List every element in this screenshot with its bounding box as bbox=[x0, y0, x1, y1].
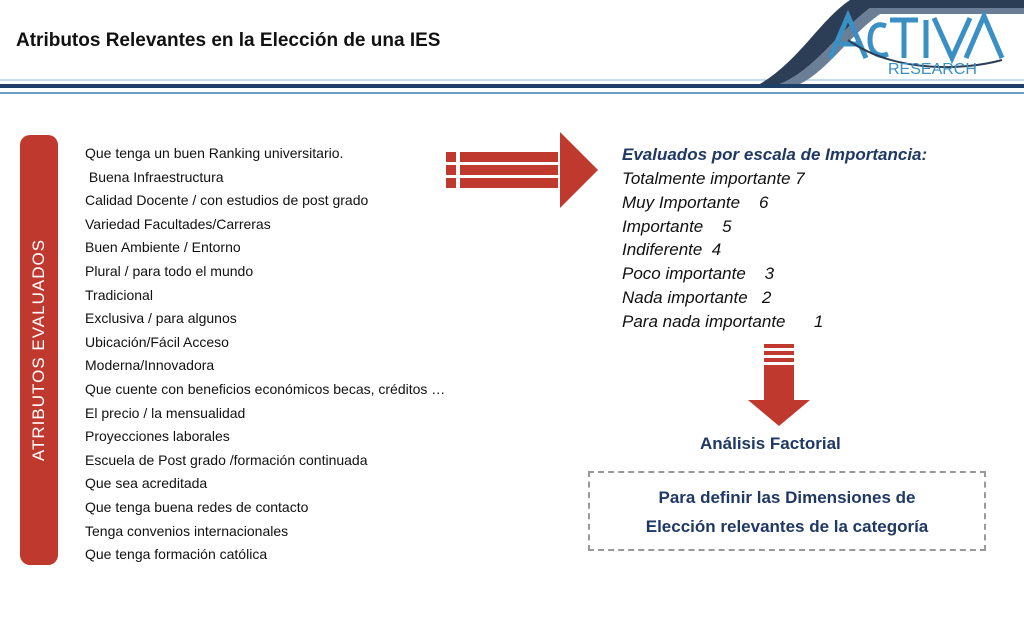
logo-research-text: RESEARCH bbox=[888, 61, 977, 78]
dimensions-line-1: Para definir las Dimensiones de bbox=[658, 488, 916, 507]
attribute-item: Moderna/Innovadora bbox=[85, 357, 215, 374]
activa-research-logo bbox=[826, 10, 1006, 86]
page-title: Atributos Relevantes en la Elección de una IES bbox=[16, 30, 441, 51]
attributes-side-bar bbox=[20, 135, 58, 565]
arrow-down-icon bbox=[744, 342, 814, 428]
attribute-item: Proyecciones laborales bbox=[85, 428, 230, 445]
side-bar-label: ATRIBUTOS EVALUADOS bbox=[29, 238, 48, 462]
attribute-item: Buena Infraestructura bbox=[85, 168, 224, 185]
factor-analysis-label: Análisis Factorial bbox=[700, 434, 841, 453]
arrow-right-icon bbox=[440, 132, 600, 208]
attribute-item: Tradicional bbox=[85, 286, 153, 303]
scale-item: Muy Importante 6 bbox=[622, 192, 769, 212]
attribute-item: Buen Ambiente / Entorno bbox=[85, 239, 241, 256]
dimensions-line-2: Elección relevantes de la categoría bbox=[645, 517, 929, 536]
attribute-item: Que cuente con beneficios económicos becas, créditos … bbox=[85, 380, 446, 397]
scale-item: Totalmente importante 7 bbox=[622, 169, 805, 188]
attribute-item: Escuela de Post grado /formación continuada bbox=[85, 451, 368, 468]
attribute-item: El precio / la mensualidad bbox=[85, 404, 246, 421]
attribute-item: Que sea acreditada bbox=[85, 475, 208, 492]
attribute-item: Calidad Docente / con estudios de post grado bbox=[85, 192, 369, 209]
attribute-item: Plural / para todo el mundo bbox=[85, 262, 254, 279]
attributes-list bbox=[85, 142, 445, 567]
dimensions-box bbox=[588, 471, 986, 551]
scale-item: Poco importante 3 bbox=[622, 264, 775, 284]
attribute-item: Exclusiva / para algunos bbox=[85, 310, 237, 327]
scale-item: Para nada importante 1 bbox=[622, 311, 824, 331]
scale-item: Importante 5 bbox=[622, 216, 732, 236]
scale-title: Evaluados por escala de Importancia: bbox=[622, 145, 928, 164]
attribute-item: Tenga convenios internacionales bbox=[85, 522, 289, 539]
scale-item: Indiferente 4 bbox=[622, 240, 722, 260]
attribute-item: Que tenga un buen Ranking universitario. bbox=[85, 145, 344, 161]
importance-scale bbox=[622, 143, 927, 334]
attribute-item: Variedad Facultades/Carreras bbox=[85, 215, 271, 232]
attribute-item: Que tenga buena redes de contacto bbox=[85, 498, 309, 515]
attribute-item: Ubicación/Fácil Acceso bbox=[85, 333, 229, 350]
attribute-item: Que tenga formación católica bbox=[85, 546, 268, 563]
scale-item: Nada importante 2 bbox=[622, 287, 772, 307]
